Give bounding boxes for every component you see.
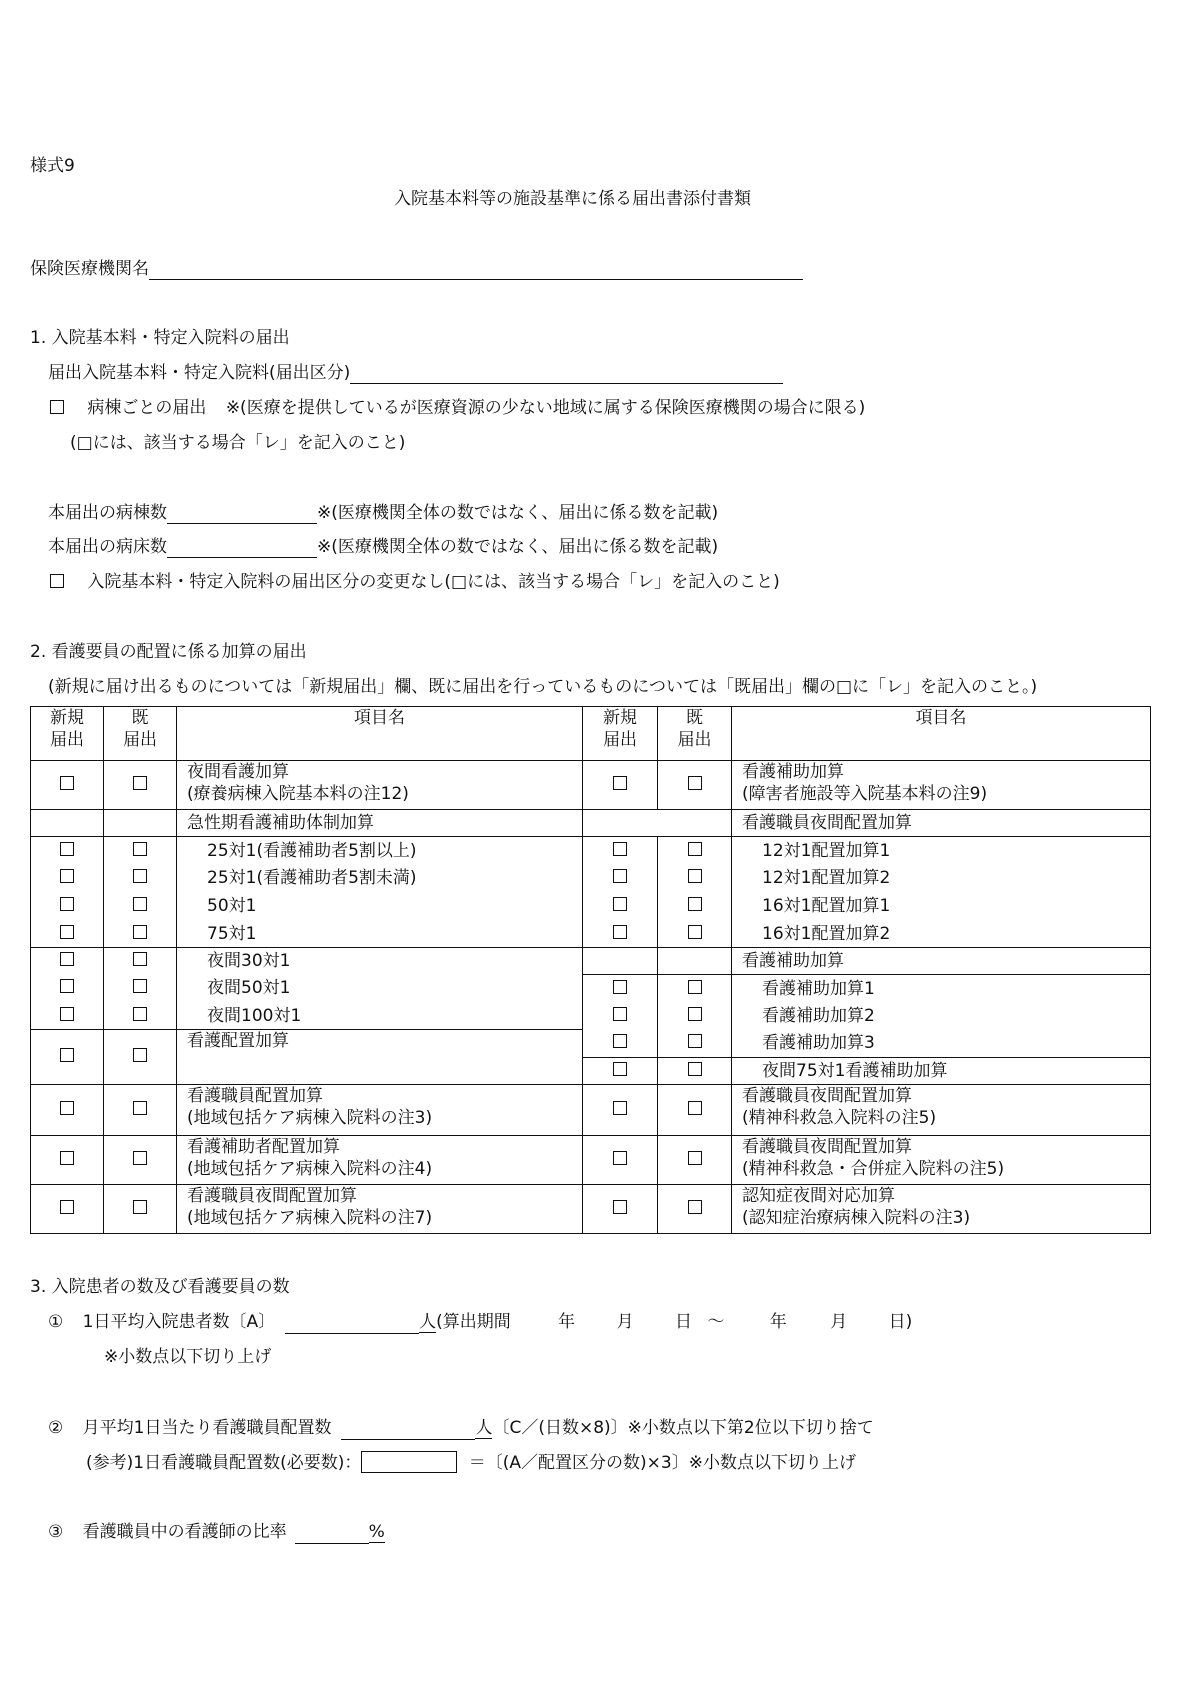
table-header <box>31 707 1151 761</box>
ward-count-row <box>48 502 718 524</box>
checkbox[interactable] <box>688 1062 702 1076</box>
table-row <box>31 761 1151 810</box>
checkbox[interactable] <box>133 952 147 966</box>
checkbox[interactable] <box>133 1007 147 1021</box>
item1-month: 月 <box>616 1312 634 1332</box>
section1-heading: 1. 入院基本料・特定入院料の届出 <box>30 328 290 348</box>
checkbox[interactable] <box>133 869 147 883</box>
item-dementia: 認知症夜間対応加算 (認知症治療病棟入院料の注3) <box>732 1184 1151 1233</box>
form-id: 様式9 <box>30 156 75 176</box>
checkbox[interactable] <box>688 1200 702 1214</box>
item1-day: 日 <box>674 1312 692 1332</box>
checkbox[interactable] <box>613 980 627 994</box>
table-row <box>31 974 1151 1002</box>
checkbox[interactable] <box>688 925 702 939</box>
item-aide-add: 看護補助加算 (障害者施設等入院基本料の注9) <box>732 761 1151 810</box>
checkbox-note: (□には、該当する場合「レ」を記入のこと) <box>70 433 406 453</box>
item2-ref-formula: ＝〔(A／配置区分の数)×3〕※小数点以下切り上げ <box>468 1453 856 1473</box>
item1-marker: ① <box>48 1312 64 1332</box>
item-r75: 75対1 <box>177 920 583 947</box>
checkbox[interactable] <box>613 869 627 883</box>
bed-count-label: 本届出の病床数 <box>48 537 167 557</box>
checkbox[interactable] <box>60 869 74 883</box>
checkbox[interactable] <box>133 842 147 856</box>
item-night100: 夜間100対1 <box>177 1003 583 1030</box>
item1-note: ※小数点以下切り上げ <box>104 1347 272 1367</box>
table-row <box>31 1085 1151 1135</box>
institution-row <box>30 258 803 280</box>
header-new-right: 新規 届出 <box>583 707 658 761</box>
checkbox[interactable] <box>688 1034 702 1048</box>
checkbox[interactable] <box>133 979 147 993</box>
bed-count-field[interactable] <box>167 537 317 558</box>
checkbox[interactable] <box>60 1200 74 1214</box>
item2-label: 月平均1日当たり看護職員配置数 <box>82 1418 332 1438</box>
item1-year: 年 <box>558 1312 576 1332</box>
checkbox[interactable] <box>613 1200 627 1214</box>
item2-ref-label: (参考)1日看護職員配置数(必要数)： <box>86 1453 362 1473</box>
checkbox[interactable] <box>688 980 702 994</box>
ward-count-label: 本届出の病棟数 <box>48 503 167 523</box>
header-existing-left: 既 届出 <box>104 707 177 761</box>
item-nursing-placement: 看護配置加算 <box>177 1030 583 1085</box>
item-aide-1: 看護補助加算1 <box>732 974 1151 1002</box>
document-title: 入院基本料等の施設基準に係る届出書添付書類 <box>394 189 751 209</box>
checkbox[interactable] <box>133 1048 147 1062</box>
item-staff-night: 看護職員夜間配置加算 (地域包括ケア病棟入院料の注7) <box>177 1184 583 1233</box>
checkbox[interactable] <box>133 1151 147 1165</box>
avg-patients-field[interactable] <box>285 1313 419 1334</box>
checkbox[interactable] <box>133 1101 147 1115</box>
no-change-row <box>50 571 780 593</box>
item-staff-night-group: 看護職員夜間配置加算 <box>732 810 1151 837</box>
no-change-checkbox[interactable] <box>50 574 64 588</box>
item-n16-2: 16対1配置加算2 <box>732 920 1151 947</box>
item1-row <box>48 1311 912 1334</box>
addons-table <box>30 706 1151 1234</box>
checkbox[interactable] <box>613 1034 627 1048</box>
table-row <box>31 1030 1151 1058</box>
checkbox[interactable] <box>60 842 74 856</box>
ward-count-field[interactable] <box>167 503 317 524</box>
checkbox[interactable] <box>613 776 627 790</box>
header-new-left: 新規 届出 <box>31 707 104 761</box>
checkbox[interactable] <box>613 1151 627 1165</box>
checkbox[interactable] <box>613 1101 627 1115</box>
item-night50: 夜間50対1 <box>177 974 583 1002</box>
checkbox[interactable] <box>613 897 627 911</box>
item2-marker: ② <box>48 1418 64 1438</box>
category-label: 届出入院基本料・特定入院料(届出区分) <box>48 363 351 383</box>
item1-unit: 人 <box>419 1312 437 1332</box>
ward-option-row <box>50 397 865 419</box>
table-row <box>31 892 1151 920</box>
checkbox[interactable] <box>60 952 74 966</box>
item2-ref-row <box>86 1451 856 1474</box>
nurse-ratio-field[interactable] <box>295 1523 369 1544</box>
item2-row <box>48 1417 874 1440</box>
checkbox[interactable] <box>688 897 702 911</box>
checkbox[interactable] <box>688 1151 702 1165</box>
item-night75: 夜間75対1看護補助加算 <box>732 1058 1151 1085</box>
table-row <box>31 837 1151 864</box>
item2-unit: 人 <box>475 1418 493 1438</box>
item-night-nursing: 夜間看護加算 (療養病棟入院基本料の注12) <box>177 761 583 810</box>
table-row <box>31 1003 1151 1030</box>
institution-name-field[interactable] <box>149 259 803 280</box>
header-item-left: 項目名 <box>177 707 583 761</box>
checkbox[interactable] <box>133 925 147 939</box>
item1-period-close: 日) <box>888 1312 913 1332</box>
checkbox[interactable] <box>613 1062 627 1076</box>
checkbox[interactable] <box>60 776 74 790</box>
checkbox[interactable] <box>613 842 627 856</box>
item-aide-3: 看護補助加算3 <box>732 1030 1151 1058</box>
table-row <box>31 1184 1151 1233</box>
checkbox[interactable] <box>688 842 702 856</box>
ward-count-note: ※(医療機関全体の数ではなく、届出に係る数を記載) <box>317 503 719 523</box>
checkbox[interactable] <box>133 1200 147 1214</box>
checkbox[interactable] <box>60 979 74 993</box>
item-aide-group: 看護補助加算 <box>732 947 1151 974</box>
section3-heading: 3. 入院患者の数及び看護要員の数 <box>30 1277 290 1297</box>
item2-formula: 〔C／(日数×8)〕※小数点以下第2位以下切り捨て <box>492 1418 874 1438</box>
item-n16-1: 16対1配置加算1 <box>732 892 1151 920</box>
item3-row <box>48 1521 385 1544</box>
item-n12-1: 12対1配置加算1 <box>732 837 1151 864</box>
institution-label: 保険医療機関名 <box>30 259 149 279</box>
item1-period-open: (算出期間 <box>436 1312 511 1332</box>
item3-marker: ③ <box>48 1522 64 1542</box>
item-n12-2: 12対1配置加算2 <box>732 864 1151 892</box>
header-existing-right: 既 届出 <box>658 707 732 761</box>
item1-tilde: ～ <box>707 1312 725 1332</box>
no-change-label: 入院基本料・特定入院料の届出区分の変更なし(□には、該当する場合「レ」を記入のこと) <box>87 572 780 592</box>
checkbox[interactable] <box>613 1007 627 1021</box>
ward-option-note: ※(医療を提供しているが医療資源の少ない地域に属する保険医療機関の場合に限る) <box>225 398 866 418</box>
item-r25-2: 25対1(看護補助者5割未満) <box>177 864 583 892</box>
category-row <box>48 362 783 384</box>
checkbox[interactable] <box>60 1048 74 1062</box>
item-staff-placement: 看護職員配置加算 (地域包括ケア病棟入院料の注3) <box>177 1085 583 1135</box>
bed-count-note: ※(医療機関全体の数ではなく、届出に係る数を記載) <box>317 537 719 557</box>
checkbox[interactable] <box>60 897 74 911</box>
checkbox[interactable] <box>60 1007 74 1021</box>
checkbox[interactable] <box>60 1101 74 1115</box>
item-aide-2: 看護補助加算2 <box>732 1003 1151 1030</box>
item-psych-emerg: 看護職員夜間配置加算 (精神科救急入院料の注5) <box>732 1085 1151 1135</box>
checkbox[interactable] <box>133 776 147 790</box>
item3-label: 看護職員中の看護師の比率 <box>82 1522 287 1542</box>
checkbox[interactable] <box>60 925 74 939</box>
checkbox[interactable] <box>688 1101 702 1115</box>
table-row <box>31 947 1151 974</box>
table-row <box>31 864 1151 892</box>
checkbox[interactable] <box>688 1007 702 1021</box>
item1-month-2: 月 <box>830 1312 848 1332</box>
item1-label: 1日平均入院患者数〔A〕 <box>82 1312 276 1332</box>
table-row <box>31 810 1151 837</box>
checkbox[interactable] <box>133 897 147 911</box>
section2-instruction: (新規に届け出るものについては「新規届出」欄、既に届出を行っているものについては「既届出」欄の□に「レ」を記入のこと。) <box>48 677 1038 697</box>
ward-option-label: 病棟ごとの届出 <box>87 398 207 418</box>
staff-placement-field[interactable] <box>341 1419 475 1440</box>
item-aide-placement: 看護補助者配置加算 (地域包括ケア病棟入院料の注4) <box>177 1135 583 1184</box>
item-r50: 50対1 <box>177 892 583 920</box>
item-r25-1: 25対1(看護補助者5割以上) <box>177 837 583 864</box>
checkbox[interactable] <box>60 1151 74 1165</box>
item-night30: 夜間30対1 <box>177 947 583 974</box>
bed-count-row <box>48 536 718 558</box>
category-field[interactable] <box>350 363 783 384</box>
table-row <box>31 920 1151 947</box>
checkbox[interactable] <box>688 776 702 790</box>
item-psych-comp: 看護職員夜間配置加算 (精神科救急・合併症入院料の注5) <box>732 1135 1151 1184</box>
header-item-right: 項目名 <box>732 707 1151 761</box>
required-staff-box[interactable] <box>361 1451 457 1473</box>
item3-unit: % <box>368 1522 385 1542</box>
item1-year-2: 年 <box>769 1312 787 1332</box>
item-acute-group: 急性期看護補助体制加算 <box>177 810 583 837</box>
table-row <box>31 1135 1151 1184</box>
checkbox[interactable] <box>688 869 702 883</box>
ward-option-checkbox[interactable] <box>50 400 64 414</box>
checkbox[interactable] <box>613 925 627 939</box>
section2-heading: 2. 看護要員の配置に係る加算の届出 <box>30 642 307 662</box>
